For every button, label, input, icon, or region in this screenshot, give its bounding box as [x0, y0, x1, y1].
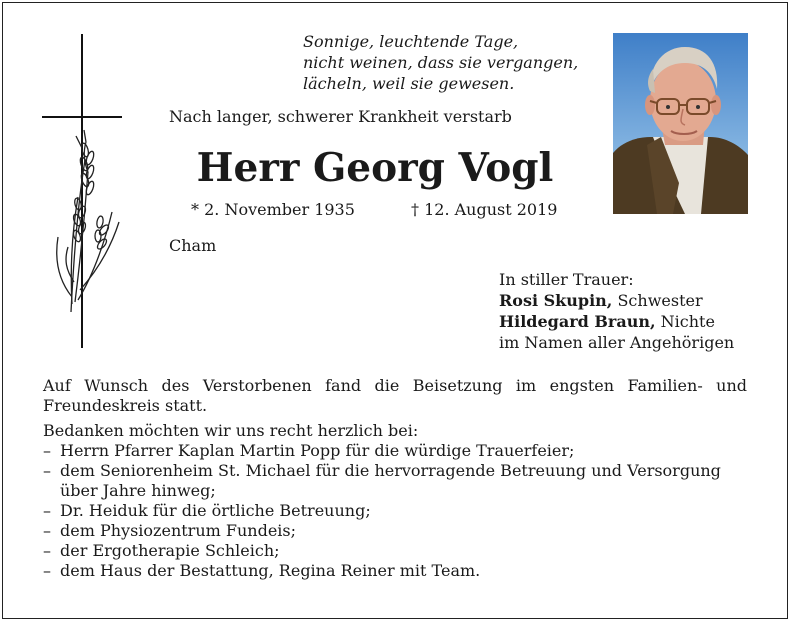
poem-line: nicht weinen, dass sie vergangen,: [303, 53, 579, 72]
place: Cham: [169, 236, 217, 255]
birth-date: * 2. November 1935: [191, 200, 355, 219]
thanks-list: [43, 441, 747, 581]
list-item: – dem Physiozentrum Fundeis;: [43, 521, 747, 541]
mourner-relation: Nichte: [655, 312, 715, 331]
mourner-name: Rosi Skupin,: [499, 291, 613, 310]
mourner-entry: [499, 311, 734, 332]
poem-line: lächeln, weil sie gewesen.: [303, 74, 515, 93]
list-item: – dem Haus der Bestattung, Regina Reiner mit Team.: [43, 561, 747, 581]
poem-line: Sonnige, leuchtende Tage,: [303, 32, 519, 51]
mourner-relation: Schwester: [612, 291, 703, 310]
list-item: – der Ergotherapie Schleich;: [43, 541, 747, 561]
death-date: † 12. August 2019: [411, 200, 558, 219]
mourners-block: [499, 269, 734, 353]
thanks-heading: Bedanken möchten wir uns recht herzlich bei:: [43, 421, 419, 440]
obituary-body: [43, 376, 747, 581]
list-item: – Dr. Heiduk für die örtliche Betreuung;: [43, 501, 747, 521]
cross-with-wheat-icon: [40, 32, 130, 350]
deceased-name: Herr Georg Vogl: [196, 145, 554, 191]
funeral-note: Auf Wunsch des Verstorbenen fand die Beisetzung im engsten Familien- und Freundeskreis statt.: [43, 376, 747, 415]
poem: [303, 31, 593, 94]
list-item: – dem Seniorenheim St. Michael für die hervorragende Betreuung und Versorgung über Jahre hinweg;: [43, 461, 747, 501]
mourner-entry: [499, 290, 734, 311]
intro-text: Nach langer, schwerer Krankheit verstarb: [169, 107, 512, 126]
mourners-footer: im Namen aller Angehörigen: [499, 333, 735, 352]
list-item: – Herrn Pfarrer Kaplan Martin Popp für die würdige Trauerfeier;: [43, 441, 747, 461]
mourner-name: Hildegard Braun,: [499, 312, 656, 331]
mourners-heading: In stiller Trauer:: [499, 270, 634, 289]
portrait-photo: [613, 33, 748, 214]
